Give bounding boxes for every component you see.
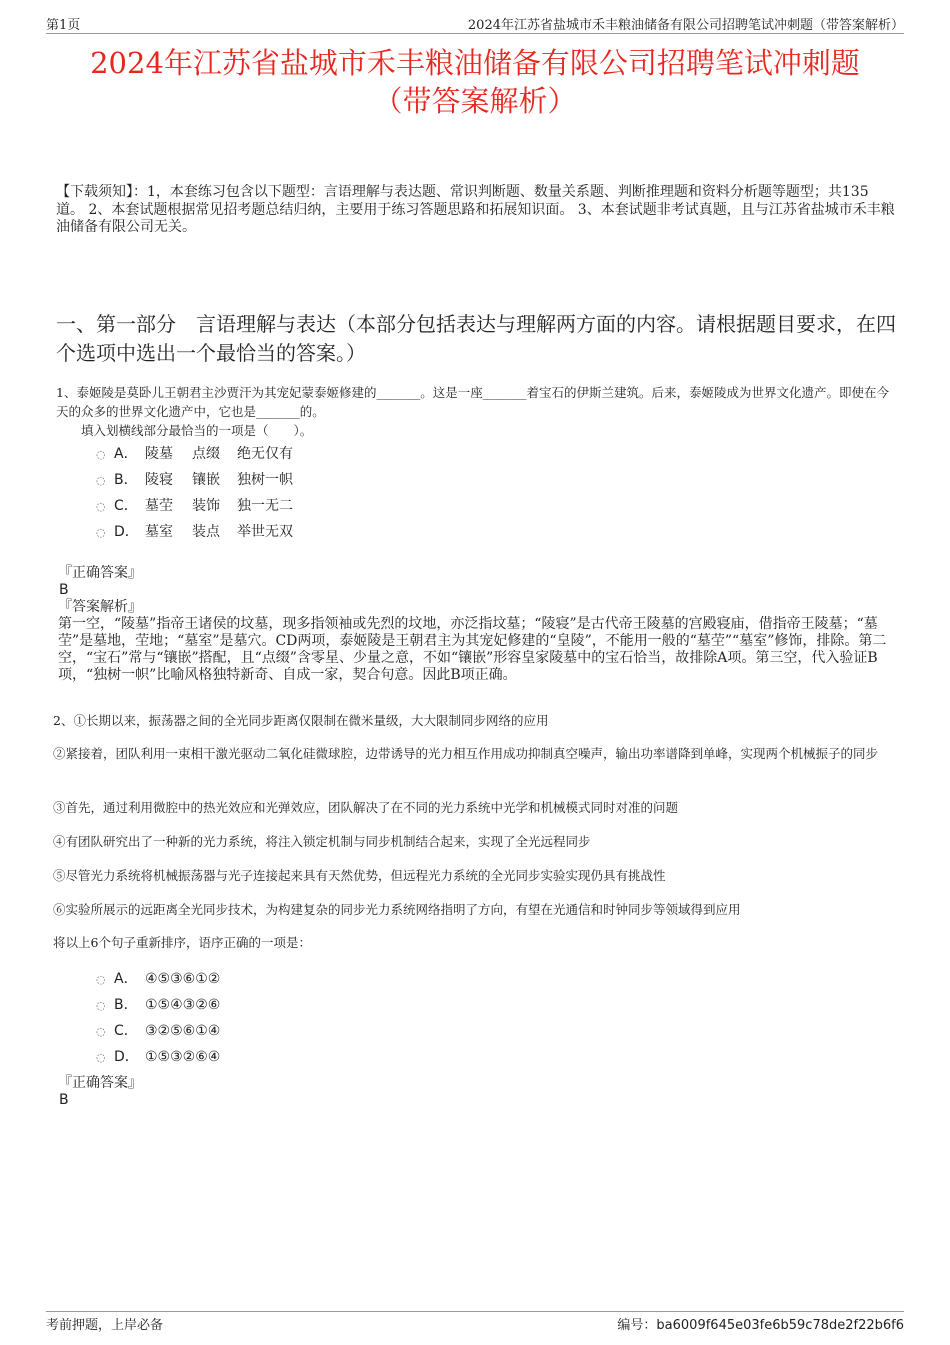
option-word-3: 独一无二 bbox=[237, 498, 293, 514]
document-title bbox=[40, 44, 910, 120]
option-a[interactable] bbox=[96, 966, 220, 992]
question-2-sentence-3: ③首先，通过利用微腔中的热光效应和光弹效应，团队解决了在不同的光力系统中光学和机械模式同时对准的问题 bbox=[53, 800, 679, 815]
question-2-sentence-1: 2、①长期以来，振荡器之间的全光同步距离仅限制在微米量级，大大限制同步网络的应用 bbox=[53, 713, 549, 728]
option-text: ③②⑤⑥①④ bbox=[145, 1023, 221, 1039]
question-1-options bbox=[96, 441, 293, 545]
question-1-instruction: 填入划横线部分最恰当的一项是（ ）。 bbox=[81, 423, 313, 438]
option-letter: A． bbox=[114, 971, 138, 987]
answer-value: B bbox=[59, 1092, 69, 1108]
title-line-1: 2024年江苏省盐城市禾丰粮油储备有限公司招聘笔试冲刺题 bbox=[90, 46, 860, 80]
question-2-answer bbox=[58, 1075, 894, 1109]
page-number: 第1页 bbox=[46, 18, 81, 33]
option-letter: C． bbox=[114, 1023, 138, 1039]
code-value: ba6009f645e03fe6b59c78de2f22b6f6 bbox=[656, 1318, 904, 1333]
radio-icon[interactable]: ◌ bbox=[96, 1050, 106, 1064]
option-letter: B． bbox=[114, 997, 138, 1013]
option-word-2: 装饰 bbox=[192, 498, 220, 514]
radio-icon[interactable]: ◌ bbox=[96, 447, 106, 461]
question-2-options bbox=[96, 966, 220, 1070]
page-footer bbox=[46, 1314, 904, 1334]
header-divider bbox=[46, 33, 904, 34]
radio-icon[interactable]: ◌ bbox=[96, 1024, 106, 1038]
header-doc-title: 2024年江苏省盐城市禾丰粮油储备有限公司招聘笔试冲刺题（带答案解析） bbox=[467, 18, 904, 33]
radio-icon[interactable]: ◌ bbox=[96, 499, 106, 513]
question-2-prompt: 将以上6个句子重新排序，语序正确的一项是： bbox=[53, 935, 311, 950]
answer-label: 『正确答案』 bbox=[58, 1075, 142, 1091]
question-2-sentence-2: ②紧接着，团队利用一束相干激光驱动二氧化硅微球腔，边带诱导的光力相互作用成功抑制真空噪声，输出功率谱降到单峰，实现两个机械振子的同步 bbox=[53, 746, 879, 761]
download-notice: 【下载须知】：1，本套练习包含以下题型：言语理解与表达题、常识判断题、数量关系题、判断推理题和资料分析题等题型；共135道。 2、本套试题根据常见招考题总结归纳，主要用于练习答题思路和拓展知识面。 3、本套试题非考试真题，且与江苏省盐城市禾丰粮油储备有限公司无关。 bbox=[56, 184, 895, 235]
option-d[interactable] bbox=[96, 1044, 220, 1070]
document-code bbox=[617, 1314, 904, 1333]
answer-value: B bbox=[59, 582, 69, 598]
option-b[interactable] bbox=[96, 467, 293, 493]
section-heading: 一、第一部分 言语理解与表达（本部分包括表达与理解两方面的内容。请根据题目要求，在四个选项中选出一个最恰当的答案。） bbox=[56, 312, 896, 365]
option-letter: D． bbox=[114, 524, 139, 540]
option-letter: B． bbox=[114, 472, 138, 488]
page-header bbox=[46, 14, 904, 34]
option-word-1: 陵墓 bbox=[145, 446, 173, 462]
option-word-2: 镶嵌 bbox=[192, 472, 220, 488]
option-word-1: 墓茔 bbox=[145, 498, 173, 514]
question-1 bbox=[56, 383, 900, 440]
footer-slogan: 考前押题，上岸必备 bbox=[46, 1318, 164, 1333]
option-word-2: 装点 bbox=[192, 524, 220, 540]
option-text: ①⑤④③②⑥ bbox=[145, 997, 221, 1013]
analysis-text: 第一空，“陵墓”指帝王诸侯的坟墓，现多指领袖或先烈的坟地，亦泛指坟墓；“陵寝”是古代帝王陵墓的宫殿寝庙，借指帝王陵墓；“墓茔”是墓地，茔地；“墓室”是墓穴。CD两项，泰姬陵是王朝君主为其宠妃修建的“皇陵”，不能用一般的“墓茔”“墓室”修饰，排除。第二空，“宝石”常与“镶嵌”搭配，且“点缀”含零星、少量之意，不如“镶嵌”形容皇家陵墓中的宝石恰当，故排除A项。第三空，代入验证B项，“独树一帜”比喻风格独特新奇、自成一家，契合句意。因此B项正确。 bbox=[58, 616, 887, 683]
radio-icon[interactable]: ◌ bbox=[96, 998, 106, 1012]
question-2-sentence-5: ⑤尽管光力系统将机械振荡器与光子连接起来具有天然优势，但远程光力系统的全光同步实验实现仍具有挑战性 bbox=[53, 868, 666, 883]
option-a[interactable] bbox=[96, 441, 293, 467]
option-d[interactable] bbox=[96, 519, 293, 545]
question-2-sentence-4: ④有团队研究出了一种新的光力系统，将注入锁定机制与同步机制结合起来，实现了全光远程同步 bbox=[53, 834, 591, 849]
question-1-stem: 1、泰姬陵是莫卧儿王朝君主沙贾汗为其宠妃蒙泰姬修建的_______。这是一座_______着宝石的伊斯兰建筑。后来，泰姬陵成为世界文化遗产。即使在今天的众多的世界文化遗产中，它也是_______的。 bbox=[56, 385, 889, 419]
option-letter: C． bbox=[114, 498, 138, 514]
radio-icon[interactable]: ◌ bbox=[96, 972, 106, 986]
analysis-label: 『答案解析』 bbox=[58, 599, 142, 615]
option-letter: D． bbox=[114, 1049, 139, 1065]
question-1-answer bbox=[58, 565, 894, 684]
title-line-2: （带答案解析） bbox=[373, 84, 577, 118]
option-c[interactable] bbox=[96, 1018, 220, 1044]
option-b[interactable] bbox=[96, 992, 220, 1018]
radio-icon[interactable]: ◌ bbox=[96, 525, 106, 539]
option-word-3: 绝无仅有 bbox=[237, 446, 293, 462]
option-word-2: 点缀 bbox=[192, 446, 220, 462]
option-word-3: 举世无双 bbox=[237, 524, 293, 540]
option-text: ①⑤③②⑥④ bbox=[145, 1049, 221, 1065]
footer-divider bbox=[46, 1311, 904, 1312]
option-word-1: 墓室 bbox=[145, 524, 173, 540]
option-word-1: 陵寝 bbox=[145, 472, 173, 488]
answer-label: 『正确答案』 bbox=[58, 565, 142, 581]
radio-icon[interactable]: ◌ bbox=[96, 473, 106, 487]
option-word-3: 独树一帜 bbox=[237, 472, 293, 488]
code-label: 编号： bbox=[617, 1318, 657, 1333]
question-2-sentence-6: ⑥实验所展示的远距离全光同步技术，为构建复杂的同步光力系统网络指明了方向，有望在光通信和时钟同步等领域得到应用 bbox=[53, 902, 741, 917]
option-letter: A． bbox=[114, 446, 138, 462]
option-c[interactable] bbox=[96, 493, 293, 519]
option-text: ④⑤③⑥①② bbox=[145, 971, 221, 987]
